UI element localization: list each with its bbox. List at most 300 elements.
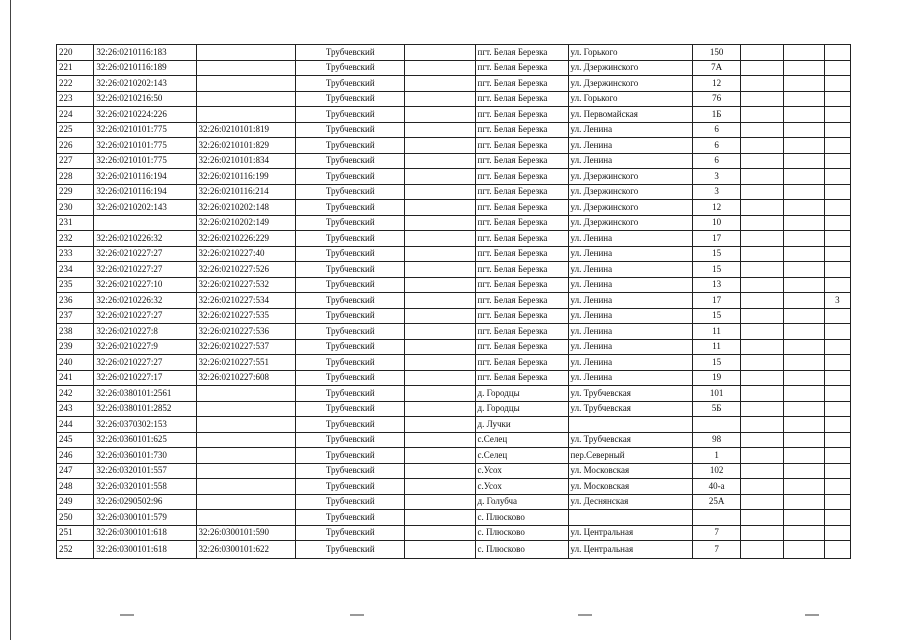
house-number: 6: [693, 122, 741, 138]
cadastral-number-main: 32:26:0210227:27: [94, 355, 196, 371]
row-number: 248: [57, 479, 94, 495]
cadastral-number-sub: [196, 45, 296, 61]
cadastral-number-sub: [196, 510, 296, 526]
empty-cell: [405, 122, 475, 138]
table-row: [57, 262, 851, 278]
cadastral-number-sub: 32:26:0210101:819: [196, 122, 296, 138]
district-name: Трубчевский: [296, 200, 405, 216]
table-row: [57, 370, 851, 386]
row-number: 235: [57, 277, 94, 293]
house-number: 7: [693, 525, 741, 541]
locality-name: д. Городцы: [475, 401, 568, 417]
district-name: Трубчевский: [296, 324, 405, 340]
empty-cell: [740, 525, 783, 541]
district-name: Трубчевский: [296, 510, 405, 526]
table-row: [57, 448, 851, 464]
house-number: 25А: [693, 494, 741, 510]
locality-name: с.Усох: [475, 479, 568, 495]
cadastral-number-sub: [196, 386, 296, 402]
locality-name: с. Плюсково: [475, 525, 568, 541]
house-number: 98: [693, 432, 741, 448]
extra-value: [824, 355, 850, 371]
table-row: [57, 169, 851, 185]
empty-cell: [740, 386, 783, 402]
cadastral-number-main: 32:26:0210226:32: [94, 293, 196, 309]
cadastral-number-sub: 32:26:0210227:537: [196, 339, 296, 355]
table-row: [57, 525, 851, 541]
empty-cell: [405, 479, 475, 495]
extra-value: [824, 448, 850, 464]
street-name: [568, 510, 693, 526]
cadastral-number-main: 32:26:0210227:10: [94, 277, 196, 293]
district-name: Трубчевский: [296, 494, 405, 510]
district-name: Трубчевский: [296, 370, 405, 386]
cadastral-number-sub: [196, 417, 296, 433]
empty-cell: [740, 169, 783, 185]
empty-cell: [740, 293, 783, 309]
empty-cell: [784, 184, 825, 200]
street-name: ул. Ленина: [568, 277, 693, 293]
locality-name: пгт. Белая Березка: [475, 91, 568, 107]
empty-cell: [740, 246, 783, 262]
house-number: 19: [693, 370, 741, 386]
cadastral-number-main: 32:26:0370302:153: [94, 417, 196, 433]
district-name: Трубчевский: [296, 262, 405, 278]
empty-cell: [784, 479, 825, 495]
extra-value: 3: [824, 293, 850, 309]
street-name: ул. Горького: [568, 45, 693, 61]
table-row: [57, 510, 851, 526]
empty-cell: [740, 107, 783, 123]
empty-cell: [405, 277, 475, 293]
empty-cell: [784, 401, 825, 417]
district-name: Трубчевский: [296, 107, 405, 123]
district-name: Трубчевский: [296, 463, 405, 479]
empty-cell: [740, 401, 783, 417]
extra-value: [824, 277, 850, 293]
house-number: 40-а: [693, 479, 741, 495]
empty-cell: [784, 370, 825, 386]
empty-cell: [784, 153, 825, 169]
empty-cell: [405, 308, 475, 324]
empty-cell: [784, 107, 825, 123]
empty-cell: [405, 448, 475, 464]
extra-value: [824, 107, 850, 123]
row-number: 227: [57, 153, 94, 169]
row-number: 239: [57, 339, 94, 355]
house-number: 15: [693, 262, 741, 278]
cadastral-number-sub: [196, 463, 296, 479]
empty-cell: [740, 277, 783, 293]
row-number: 224: [57, 107, 94, 123]
house-number: [693, 510, 741, 526]
row-number: 250: [57, 510, 94, 526]
empty-cell: [405, 293, 475, 309]
empty-cell: [784, 76, 825, 92]
cadastral-number-main: 32:26:0210216:50: [94, 91, 196, 107]
locality-name: пгт. Белая Березка: [475, 370, 568, 386]
district-name: Трубчевский: [296, 76, 405, 92]
empty-cell: [784, 60, 825, 76]
cadastral-number-sub: [196, 60, 296, 76]
cadastral-number-sub: 32:26:0210227:40: [196, 246, 296, 262]
empty-cell: [740, 370, 783, 386]
table-row: [57, 215, 851, 231]
empty-cell: [740, 76, 783, 92]
row-number: 230: [57, 200, 94, 216]
cadastral-number-sub: 32:26:0210227:551: [196, 355, 296, 371]
locality-name: пгт. Белая Березка: [475, 324, 568, 340]
locality-name: пгт. Белая Березка: [475, 308, 568, 324]
empty-cell: [784, 463, 825, 479]
empty-cell: [784, 324, 825, 340]
cadastral-number-sub: [196, 76, 296, 92]
empty-cell: [784, 339, 825, 355]
empty-cell: [784, 122, 825, 138]
district-name: Трубчевский: [296, 60, 405, 76]
street-name: ул. Ленина: [568, 355, 693, 371]
district-name: Трубчевский: [296, 277, 405, 293]
district-name: Трубчевский: [296, 122, 405, 138]
district-name: Трубчевский: [296, 541, 405, 559]
empty-cell: [784, 277, 825, 293]
locality-name: пгт. Белая Березка: [475, 107, 568, 123]
empty-cell: [784, 293, 825, 309]
house-number: 10: [693, 215, 741, 231]
empty-cell: [784, 510, 825, 526]
street-name: ул. Дзержинского: [568, 200, 693, 216]
locality-name: пгт. Белая Березка: [475, 231, 568, 247]
table-row: [57, 184, 851, 200]
extra-value: [824, 184, 850, 200]
empty-cell: [405, 417, 475, 433]
house-number: 101: [693, 386, 741, 402]
empty-cell: [740, 215, 783, 231]
empty-cell: [740, 308, 783, 324]
district-name: Трубчевский: [296, 386, 405, 402]
locality-name: пгт. Белая Березка: [475, 45, 568, 61]
empty-cell: [784, 432, 825, 448]
table-row: [57, 277, 851, 293]
empty-cell: [740, 479, 783, 495]
empty-cell: [405, 463, 475, 479]
cadastral-number-sub: 32:26:0210227:534: [196, 293, 296, 309]
district-name: Трубчевский: [296, 293, 405, 309]
empty-cell: [740, 324, 783, 340]
cadastral-number-sub: 32:26:0300101:590: [196, 525, 296, 541]
locality-name: д. Лучки: [475, 417, 568, 433]
cadastral-number-main: 32:26:0360101:625: [94, 432, 196, 448]
extra-value: [824, 479, 850, 495]
street-name: ул. Ленина: [568, 153, 693, 169]
locality-name: пгт. Белая Березка: [475, 122, 568, 138]
locality-name: пгт. Белая Березка: [475, 293, 568, 309]
cadastral-number-main: [94, 215, 196, 231]
empty-cell: [740, 231, 783, 247]
row-number: 240: [57, 355, 94, 371]
cadastral-number-sub: 32:26:0210116:214: [196, 184, 296, 200]
empty-cell: [405, 432, 475, 448]
district-name: Трубчевский: [296, 308, 405, 324]
empty-cell: [740, 510, 783, 526]
row-number: 233: [57, 246, 94, 262]
empty-cell: [740, 355, 783, 371]
empty-cell: [405, 215, 475, 231]
locality-name: с. Плюсково: [475, 541, 568, 559]
district-name: Трубчевский: [296, 184, 405, 200]
district-name: Трубчевский: [296, 169, 405, 185]
cadastral-number-main: 32:26:0300101:618: [94, 525, 196, 541]
row-number: 223: [57, 91, 94, 107]
empty-cell: [740, 262, 783, 278]
empty-cell: [740, 138, 783, 154]
cadastral-number-sub: 32:26:0210227:608: [196, 370, 296, 386]
street-name: ул. Дзержинского: [568, 60, 693, 76]
row-number: 220: [57, 45, 94, 61]
row-number: 244: [57, 417, 94, 433]
empty-cell: [405, 494, 475, 510]
cadastral-number-main: 32:26:0380101:2561: [94, 386, 196, 402]
street-name: ул. Ленина: [568, 308, 693, 324]
row-number: 225: [57, 122, 94, 138]
row-number: 246: [57, 448, 94, 464]
empty-cell: [784, 541, 825, 559]
locality-name: пгт. Белая Березка: [475, 355, 568, 371]
district-name: Трубчевский: [296, 448, 405, 464]
extra-value: [824, 386, 850, 402]
street-name: ул. Ленина: [568, 262, 693, 278]
empty-cell: [784, 246, 825, 262]
row-number: 229: [57, 184, 94, 200]
district-name: Трубчевский: [296, 231, 405, 247]
extra-value: [824, 76, 850, 92]
locality-name: пгт. Белая Березка: [475, 76, 568, 92]
extra-value: [824, 525, 850, 541]
locality-name: с.Селец: [475, 432, 568, 448]
row-number: 252: [57, 541, 94, 559]
house-number: 12: [693, 200, 741, 216]
cadastral-number-main: 32:26:0380101:2852: [94, 401, 196, 417]
cadastral-number-sub: 32:26:0210101:834: [196, 153, 296, 169]
table-row: [57, 308, 851, 324]
house-number: 15: [693, 355, 741, 371]
street-name: ул. Ленина: [568, 122, 693, 138]
cadastral-number-main: 32:26:0210116:183: [94, 45, 196, 61]
row-number: 247: [57, 463, 94, 479]
row-number: 238: [57, 324, 94, 340]
cadastral-number-main: 32:26:0210202:143: [94, 200, 196, 216]
house-number: 1Б: [693, 107, 741, 123]
empty-cell: [784, 308, 825, 324]
cadastral-number-main: 32:26:0210101:775: [94, 122, 196, 138]
empty-cell: [405, 91, 475, 107]
street-name: ул. Трубчевская: [568, 386, 693, 402]
extra-value: [824, 401, 850, 417]
empty-cell: [740, 432, 783, 448]
house-number: 17: [693, 231, 741, 247]
cadastral-number-main: 32:26:0210116:194: [94, 184, 196, 200]
empty-cell: [784, 231, 825, 247]
house-number: 13: [693, 277, 741, 293]
district-name: Трубчевский: [296, 246, 405, 262]
row-number: 232: [57, 231, 94, 247]
locality-name: пгт. Белая Березка: [475, 262, 568, 278]
extra-value: [824, 417, 850, 433]
scan-artifact: [120, 614, 134, 616]
cadastral-number-main: 32:26:0210226:32: [94, 231, 196, 247]
district-name: Трубчевский: [296, 401, 405, 417]
row-number: 242: [57, 386, 94, 402]
cadastral-number-main: 32:26:0210227:9: [94, 339, 196, 355]
scan-edge-line: [10, 0, 11, 640]
house-number: 11: [693, 324, 741, 340]
extra-value: [824, 463, 850, 479]
table-row: [57, 45, 851, 61]
district-name: Трубчевский: [296, 138, 405, 154]
locality-name: пгт. Белая Березка: [475, 184, 568, 200]
district-name: Трубчевский: [296, 153, 405, 169]
extra-value: [824, 308, 850, 324]
cadastral-number-main: 32:26:0210227:27: [94, 262, 196, 278]
empty-cell: [405, 525, 475, 541]
district-name: Трубчевский: [296, 91, 405, 107]
row-number: 234: [57, 262, 94, 278]
extra-value: [824, 138, 850, 154]
cadastral-number-sub: [196, 432, 296, 448]
empty-cell: [405, 262, 475, 278]
empty-cell: [405, 401, 475, 417]
empty-cell: [784, 169, 825, 185]
cadastral-number-main: 32:26:0360101:730: [94, 448, 196, 464]
table-row: [57, 432, 851, 448]
cadastral-number-sub: 32:26:0210101:829: [196, 138, 296, 154]
district-name: Трубчевский: [296, 45, 405, 61]
street-name: ул. Ленина: [568, 339, 693, 355]
table-row: [57, 122, 851, 138]
scan-artifact: [350, 614, 364, 616]
cadastral-number-main: 32:26:0210227:8: [94, 324, 196, 340]
empty-cell: [784, 494, 825, 510]
house-number: 5Б: [693, 401, 741, 417]
scan-artifact: [578, 614, 592, 616]
property-registry-table: [56, 44, 851, 559]
registry-body: [57, 45, 851, 559]
empty-cell: [740, 45, 783, 61]
street-name: ул. Центральная: [568, 525, 693, 541]
table-row: [57, 107, 851, 123]
cadastral-number-main: 32:26:0320101:557: [94, 463, 196, 479]
table-row: [57, 153, 851, 169]
empty-cell: [405, 138, 475, 154]
table-row: [57, 386, 851, 402]
cadastral-number-sub: 32:26:0210202:149: [196, 215, 296, 231]
house-number: 15: [693, 308, 741, 324]
table-row: [57, 293, 851, 309]
row-number: 226: [57, 138, 94, 154]
locality-name: пгт. Белая Березка: [475, 339, 568, 355]
table-row: [57, 91, 851, 107]
cadastral-number-main: 32:26:0320101:558: [94, 479, 196, 495]
cadastral-number-main: 32:26:0210101:775: [94, 138, 196, 154]
row-number: 249: [57, 494, 94, 510]
row-number: 236: [57, 293, 94, 309]
street-name: ул. Ленина: [568, 324, 693, 340]
empty-cell: [405, 386, 475, 402]
empty-cell: [784, 386, 825, 402]
locality-name: пгт. Белая Березка: [475, 169, 568, 185]
district-name: Трубчевский: [296, 525, 405, 541]
cadastral-number-sub: [196, 91, 296, 107]
row-number: 222: [57, 76, 94, 92]
district-name: Трубчевский: [296, 355, 405, 371]
table-row: [57, 246, 851, 262]
extra-value: [824, 324, 850, 340]
empty-cell: [740, 463, 783, 479]
empty-cell: [740, 60, 783, 76]
locality-name: д. Городцы: [475, 386, 568, 402]
cadastral-number-main: 32:26:0210116:194: [94, 169, 196, 185]
empty-cell: [405, 45, 475, 61]
house-number: 17: [693, 293, 741, 309]
empty-cell: [405, 339, 475, 355]
table-row: [57, 463, 851, 479]
street-name: ул. Дзержинского: [568, 169, 693, 185]
street-name: ул. Центральная: [568, 541, 693, 559]
house-number: 7: [693, 541, 741, 559]
empty-cell: [784, 417, 825, 433]
street-name: ул. Первомайская: [568, 107, 693, 123]
table-row: [57, 60, 851, 76]
row-number: 251: [57, 525, 94, 541]
row-number: 221: [57, 60, 94, 76]
table-row: [57, 138, 851, 154]
table-row: [57, 76, 851, 92]
row-number: 245: [57, 432, 94, 448]
empty-cell: [784, 262, 825, 278]
street-name: ул. Московская: [568, 463, 693, 479]
table-row: [57, 479, 851, 495]
locality-name: пгт. Белая Березка: [475, 138, 568, 154]
table-row: [57, 339, 851, 355]
empty-cell: [784, 138, 825, 154]
empty-cell: [740, 448, 783, 464]
empty-cell: [784, 91, 825, 107]
house-number: 76: [693, 91, 741, 107]
empty-cell: [740, 91, 783, 107]
locality-name: пгт. Белая Березка: [475, 246, 568, 262]
cadastral-number-main: 32:26:0290502:96: [94, 494, 196, 510]
district-name: Трубчевский: [296, 479, 405, 495]
locality-name: с. Плюсково: [475, 510, 568, 526]
row-number: 237: [57, 308, 94, 324]
empty-cell: [405, 169, 475, 185]
district-name: Трубчевский: [296, 432, 405, 448]
locality-name: с.Селец: [475, 448, 568, 464]
locality-name: пгт. Белая Березка: [475, 153, 568, 169]
extra-value: [824, 169, 850, 185]
street-name: ул. Ленина: [568, 246, 693, 262]
cadastral-number-sub: 32:26:0210227:532: [196, 277, 296, 293]
empty-cell: [405, 370, 475, 386]
house-number: 12: [693, 76, 741, 92]
street-name: пер.Северный: [568, 448, 693, 464]
extra-value: [824, 541, 850, 559]
street-name: ул. Дзержинского: [568, 215, 693, 231]
cadastral-number-sub: 32:26:0210226:229: [196, 231, 296, 247]
extra-value: [824, 432, 850, 448]
district-name: Трубчевский: [296, 215, 405, 231]
empty-cell: [405, 231, 475, 247]
